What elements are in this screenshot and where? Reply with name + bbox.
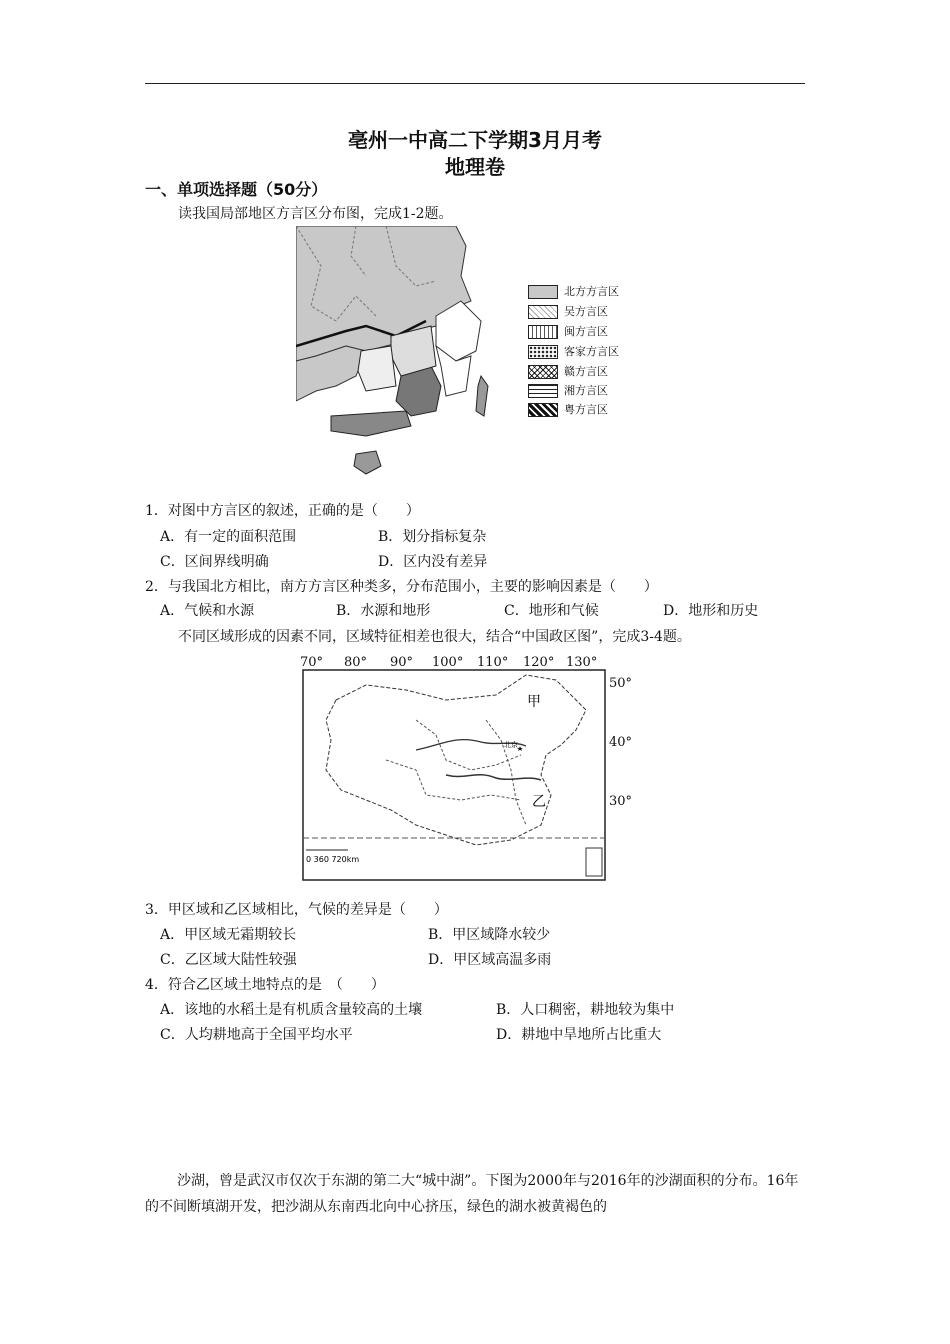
legend-hakka: 客家方言区 [528, 343, 619, 359]
dialect-map [296, 226, 496, 481]
yue-dialect-region [331, 411, 411, 436]
q3-option-d[interactable]: D．甲区域高温多雨 [428, 952, 552, 968]
q1-option-c[interactable]: C．区间界线明确 [160, 554, 269, 570]
lon-label: 80° [344, 655, 368, 670]
q1-option-d[interactable]: D．区内没有差异 [378, 554, 488, 570]
beijing-label: 北京 [504, 741, 518, 749]
passage-shahu: 沙湖，曾是武汉市仅次于东湖的第二大“城中湖”。下图为2000年与2016年的沙湖面积的分布。16年的不间断填湖开发，把沙湖从东南西北向中心挤压，绿色的湖水被黄褐色的 [145, 1173, 799, 1215]
lon-label: 70° [300, 655, 324, 670]
lat-label: 30° [609, 794, 633, 809]
lat-label: 40° [609, 735, 633, 750]
question-1-stem: 1．对图中方言区的叙述，正确的是（ ） [145, 503, 420, 519]
legend-wu: 吴方言区 [528, 303, 608, 319]
gan-swatch [528, 365, 558, 379]
region-label-jia: 甲 [527, 694, 541, 710]
lon-label: 100° [432, 655, 464, 670]
section-intro: 读我国局部地区方言区分布图，完成1-2题。 [178, 206, 453, 222]
question-2-stem: 2．与我国北方相比，南方方言区种类多，分布范围小，主要的影响因素是（ ） [145, 579, 658, 595]
q3-option-a[interactable]: A．甲区域无霜期较长 [160, 927, 297, 943]
wu-swatch [528, 305, 558, 319]
legend-gan: 赣方言区 [528, 363, 608, 379]
lon-label: 130° [566, 655, 598, 670]
q2-option-a[interactable]: A．气候和水源 [160, 603, 255, 619]
question-4-stem: 4．符合乙区域土地特点的是 （ ） [145, 977, 385, 993]
q3-option-c[interactable]: C．乙区域大陆性较强 [160, 952, 297, 968]
q2-option-b[interactable]: B．水源和地形 [336, 603, 431, 619]
section-heading: 一、单项选择题（50分） [145, 180, 328, 199]
q4-option-d[interactable]: D．耕地中旱地所占比重大 [496, 1027, 662, 1043]
yue-swatch [528, 403, 558, 417]
lon-label: 120° [523, 655, 555, 670]
q4-option-a[interactable]: A．该地的水稻土是有机质含量较高的土壤 [160, 1002, 423, 1018]
q2-option-d[interactable]: D．地形和历史 [663, 603, 759, 619]
china-political-map [296, 650, 641, 885]
q4-option-b[interactable]: B．人口稠密，耕地较为集中 [496, 1002, 675, 1018]
north-swatch [528, 285, 558, 299]
xiang-swatch [528, 384, 558, 398]
xiang-dialect-region [358, 346, 396, 391]
lon-label: 110° [477, 655, 509, 670]
legend-xiang: 湘方言区 [528, 382, 608, 398]
map2-intro: 不同区域形成的因素不同，区域特征相差也很大，结合“中国政区图”，完成3-4题。 [178, 629, 691, 645]
q2-option-c[interactable]: C．地形和气候 [504, 603, 599, 619]
region-label-yi: 乙 [532, 794, 546, 810]
south-sea-inset [586, 848, 602, 876]
hainan-island [354, 451, 381, 474]
question-3-stem: 3．甲区域和乙区域相比，气候的差异是（ ） [145, 902, 448, 918]
legend-north: 北方方言区 [528, 283, 619, 299]
map-scale: 0 360 720km [306, 855, 360, 864]
lon-label: 90° [390, 655, 414, 670]
header-rule [145, 83, 805, 84]
q1-option-b[interactable]: B．划分指标复杂 [378, 529, 487, 545]
min-swatch [528, 325, 558, 339]
page-subtitle: 地理卷 [445, 155, 505, 179]
q4-option-c[interactable]: C．人均耕地高于全国平均水平 [160, 1027, 353, 1043]
q1-option-a[interactable]: A．有一定的面积范围 [160, 529, 297, 545]
hakka-swatch [528, 345, 558, 359]
legend-yue: 粤方言区 [528, 401, 608, 417]
legend-min: 闽方言区 [528, 323, 608, 339]
q3-option-b[interactable]: B．甲区域降水较少 [428, 927, 551, 943]
lat-label: 50° [609, 676, 633, 691]
page-title: 亳州一中高二下学期3月月考 [348, 128, 602, 152]
